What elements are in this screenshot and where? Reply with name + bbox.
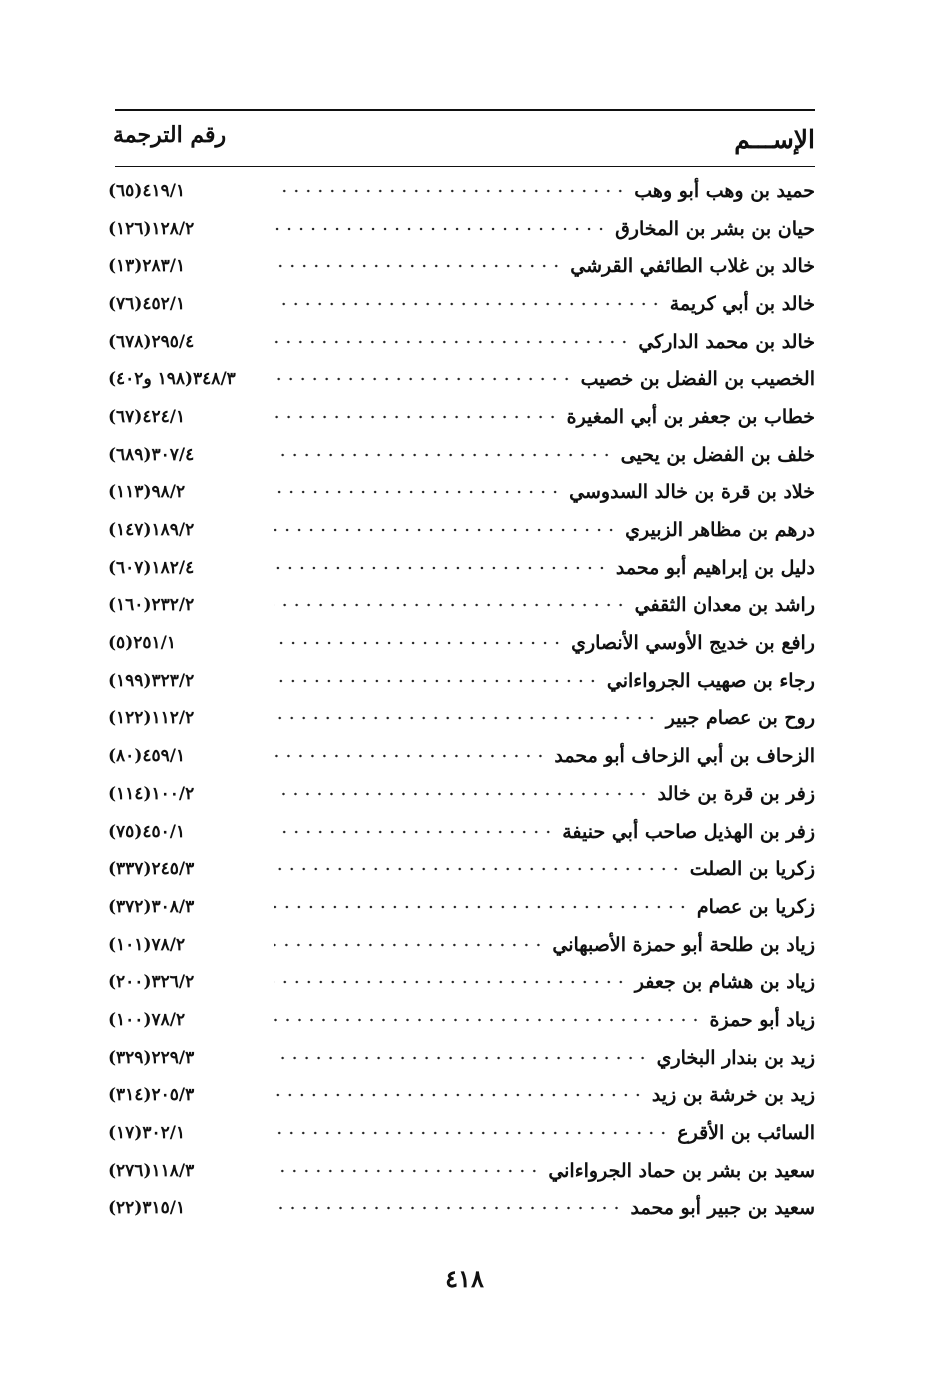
dot-leader [274, 332, 630, 352]
index-entry [108, 587, 815, 625]
entry-name: راشد بن معدان الثقفي [634, 594, 815, 617]
entry-reference: ٧٨/٢(١٠١) [108, 934, 186, 955]
dot-leader [274, 407, 559, 427]
index-entry [108, 662, 815, 700]
index-entry [108, 474, 815, 512]
entry-name: زكريا بن الصلت [689, 858, 815, 881]
entry-name: خالد بن غلاب الطائفي القرشي [570, 255, 815, 278]
index-entry [108, 926, 815, 964]
index-entry [108, 210, 815, 248]
dot-leader [274, 1048, 649, 1068]
entry-name: الخصيب بن الفضل بن خصيب [580, 368, 815, 391]
dot-leader [274, 219, 607, 239]
entry-name: خالد بن محمد الداركي [638, 330, 815, 353]
header-rule [115, 166, 815, 167]
index-entry [108, 398, 815, 436]
entry-reference: ١٢٨/٢(١٢٦) [108, 218, 195, 239]
entry-name: حميد بن وهب أبو وهب [634, 179, 815, 202]
top-rule [115, 109, 815, 111]
dot-leader [274, 633, 563, 653]
entry-reference: ٤٢٤/١(٦٧) [108, 406, 186, 427]
entry-name: زيد بن خرشة بن زيد [651, 1084, 815, 1107]
entry-reference: ١٨٢/٤(٦٠٧) [108, 557, 195, 578]
dot-leader [274, 822, 554, 842]
entry-name: حيان بن بشر بن المخارق [615, 217, 815, 240]
entry-reference: ٤٥٩/١(٨٠) [108, 746, 186, 767]
entry-reference: ٢٣٢/٢(١٦٠) [108, 595, 195, 616]
index-entry [108, 436, 815, 474]
entry-reference: ٢٠٥/٣(٣١٤) [108, 1085, 195, 1106]
dot-leader [274, 784, 649, 804]
entry-reference: ٢٢٩/٣(٣٢٩) [108, 1047, 195, 1068]
entry-name: زياد أبو حمزة [709, 1008, 815, 1031]
entry-name: السائب بن الأقرع [677, 1122, 815, 1145]
entry-reference: ١١٢/٢(١٢٢) [108, 708, 195, 729]
dot-leader [274, 1123, 669, 1143]
dot-leader [274, 558, 608, 578]
entry-name: رافع بن خديج الأوسي الأنصاري [571, 632, 815, 655]
index-entry [108, 285, 815, 323]
dot-leader [274, 935, 544, 955]
entry-reference: ٤٥٠/١(٧٥) [108, 821, 186, 842]
dot-leader [274, 369, 573, 389]
entry-reference: ١٨٩/٢(١٤٧) [108, 520, 195, 541]
entry-name: رجاء بن صهيب الجرواءاني [606, 669, 815, 692]
entry-reference: ٣٢٣/٢(١٩٩) [108, 670, 195, 691]
index-entry [108, 1190, 815, 1228]
dot-leader [274, 482, 561, 502]
dot-leader [274, 445, 613, 465]
dot-leader [274, 708, 658, 728]
dot-leader [274, 897, 689, 917]
entry-reference: ٢٨٣/١(١٣) [108, 256, 186, 277]
page-number: ٤١٨ [445, 1264, 484, 1293]
index-entry [108, 850, 815, 888]
index-entries [108, 172, 815, 1227]
index-entry [108, 1001, 815, 1039]
index-entry [108, 247, 815, 285]
entry-name: سعيد بن بشر بن حماد الجرواءاني [548, 1159, 815, 1182]
entry-reference: ٢٤٥/٣(٣٣٧) [108, 859, 195, 880]
entry-name: زفر بن الهذيل صاحب أبي حنيفة [562, 820, 815, 843]
index-entry [108, 813, 815, 851]
entry-reference: ٧٨/٢(١٠٠) [108, 1009, 186, 1030]
entry-name: روح بن عصام جبير [665, 707, 815, 730]
entry-name: خلاد بن قرة بن خالد السدوسي [569, 481, 815, 504]
index-entry [108, 172, 815, 210]
entry-reference: ٤٥٢/١(٧٦) [108, 293, 186, 314]
index-entry [108, 963, 815, 1001]
entry-name: خطاب بن جعفر بن أبي المغيرة [566, 405, 815, 428]
index-entry [108, 888, 815, 926]
entry-name: زكريا بن عصام [696, 895, 815, 918]
dot-leader [274, 181, 626, 201]
entry-name: خلف بن الفضل بن يحيى [620, 443, 815, 466]
entry-reference: ٢٥١/١(٥) [108, 633, 176, 654]
dot-leader [274, 520, 617, 540]
dot-leader [274, 1161, 540, 1181]
entry-name: سعيد بن جبير أبو محمد [630, 1197, 815, 1220]
dot-leader [274, 256, 562, 276]
index-entry [108, 775, 815, 813]
entry-name: درهم بن مظاهر الزبيري [625, 519, 815, 542]
number-column-header: رقم الترجمة [113, 122, 227, 148]
entry-reference: ٣١٥/١(٢٢) [108, 1198, 186, 1219]
dot-leader [274, 746, 546, 766]
entry-reference: ٣٢٦/٢(٢٠٠) [108, 972, 195, 993]
dot-leader [274, 1085, 644, 1105]
name-column-header: الإســـم [734, 125, 815, 154]
index-entry [108, 1039, 815, 1077]
entry-reference: ٣٠٧/٤(٦٨٩) [108, 444, 195, 465]
index-entry [108, 700, 815, 738]
index-entry [108, 624, 815, 662]
index-entry [108, 737, 815, 775]
entry-reference: ٣٠٢/١(١٧) [108, 1123, 186, 1144]
entry-name: خالد بن أبي كريمة [669, 292, 815, 315]
dot-leader [274, 859, 682, 879]
index-entry [108, 323, 815, 361]
dot-leader [274, 1010, 702, 1030]
dot-leader [274, 294, 662, 314]
entry-name: زفر بن قرة بن خالد [657, 782, 815, 805]
entry-name: دليل بن إبراهيم أبو محمد [615, 556, 815, 579]
index-entry [108, 1152, 815, 1190]
entry-reference: ٩٨/٢(١١٣) [108, 482, 186, 503]
entry-reference: ١٠٠/٢(١١٤) [108, 783, 195, 804]
entry-reference: ١١٨/٣(٢٧٦) [108, 1160, 195, 1181]
entry-name: زياد بن هشام بن جعفر [634, 971, 815, 994]
dot-leader [274, 1198, 623, 1218]
index-entry [108, 511, 815, 549]
index-entry [108, 549, 815, 587]
entry-reference: ٤١٩/١(٦٥) [108, 180, 186, 201]
index-entry [108, 360, 815, 398]
entry-name: الزحاف بن أبي الزحاف أبو محمد [554, 745, 815, 768]
index-entry [108, 1077, 815, 1115]
dot-leader [274, 972, 627, 992]
entry-reference: ٢٩٥/٤(٦٧٨) [108, 331, 195, 352]
entry-reference: ٣٤٨/٣(١٩٨ و٤٠٢) [108, 369, 236, 390]
entry-reference: ٣٠٨/٣(٣٧٢) [108, 896, 195, 917]
dot-leader [274, 595, 627, 615]
entry-name: زيد بن بندار البخاري [656, 1046, 815, 1069]
index-entry [108, 1114, 815, 1152]
dot-leader [274, 671, 599, 691]
entry-name: زياد بن طلحة أبو حمزة الأصبهاني [552, 933, 815, 956]
